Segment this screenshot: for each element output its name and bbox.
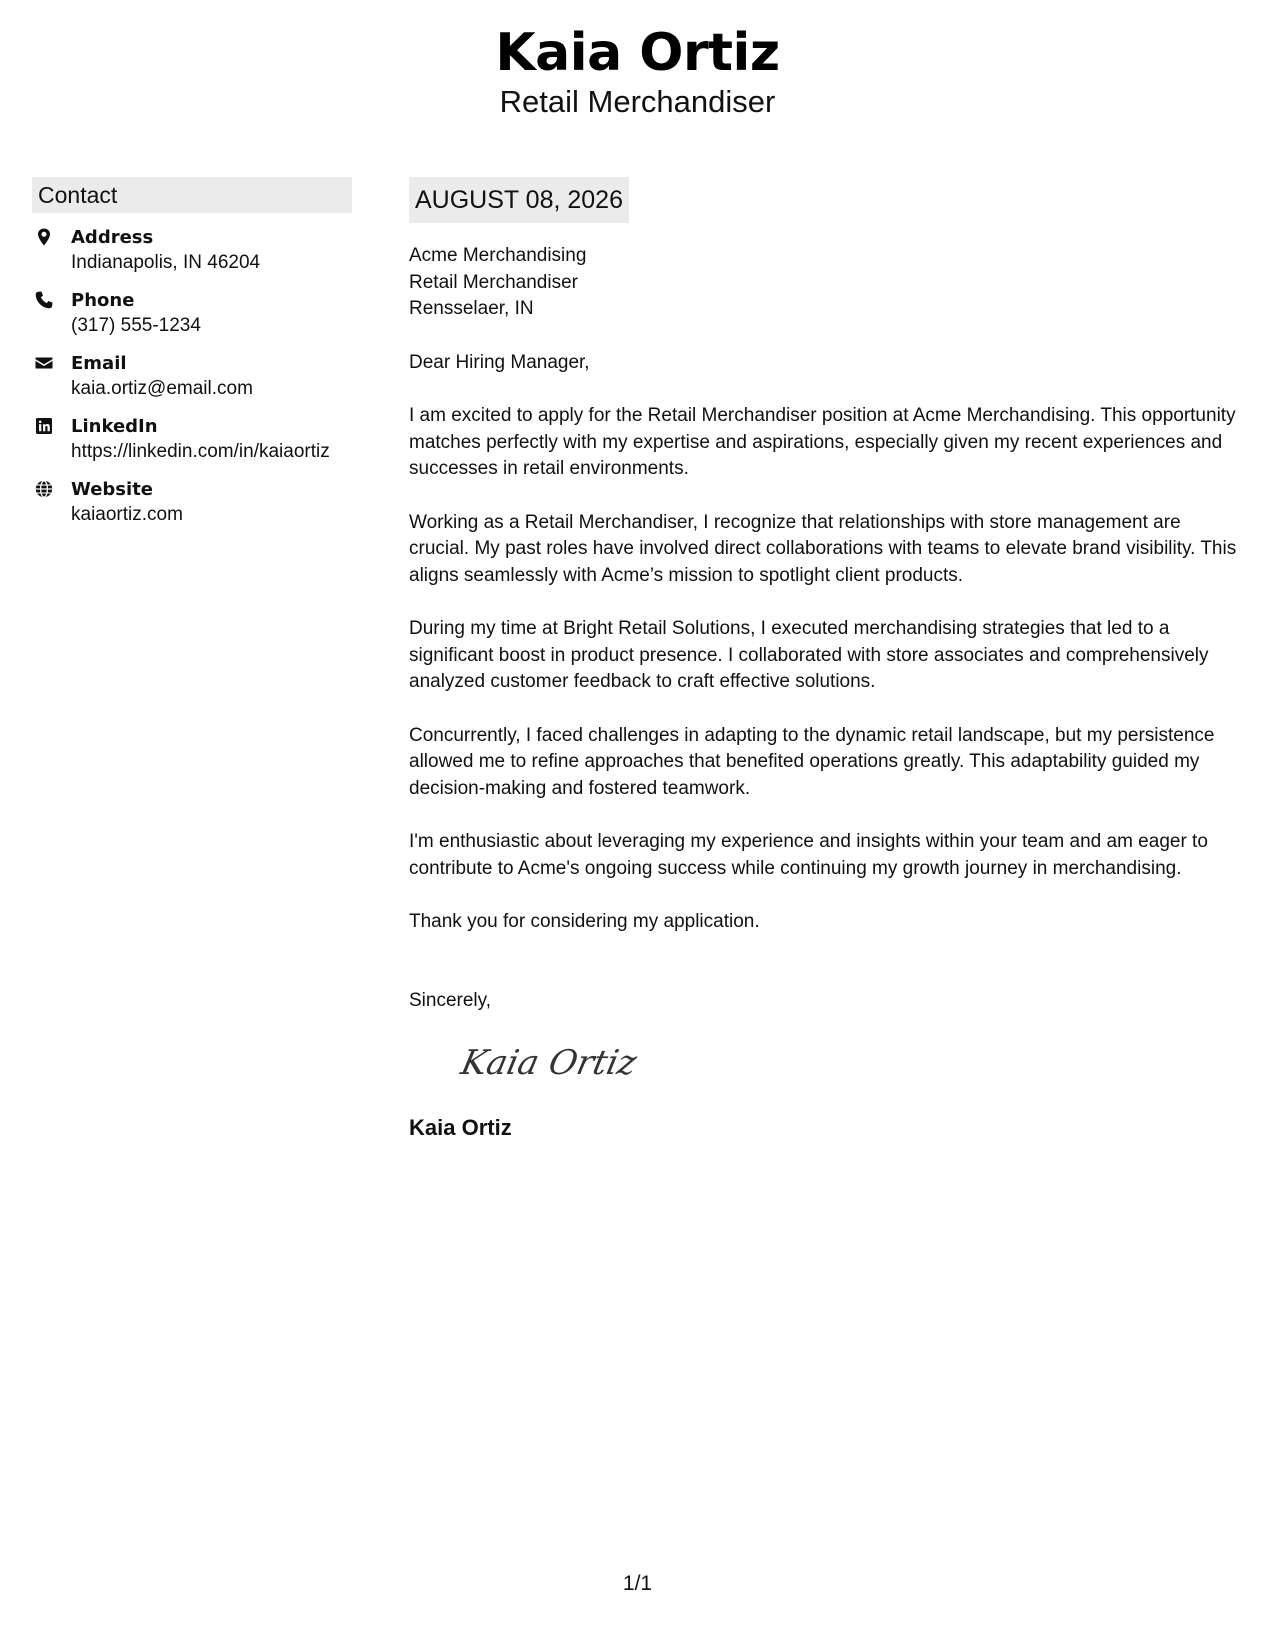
address-value: Indianapolis, IN 46204 (71, 252, 261, 273)
paragraph: I'm enthusiastic about leveraging my experience and insights within your team and am eager to contribute to Acme's ongoing success while continuing my growth journey in merchandising. (409, 831, 1208, 879)
linkedin-label: LinkedIn (71, 416, 158, 437)
paragraph: I am excited to apply for the Retail Merchandiser position at Acme Merchandising. This opportunity matches perfectly with my expertise and aspirations, especially given my recent experiences and successes in retail environments. (409, 405, 1236, 479)
paragraph: Concurrently, I faced challenges in adapting to the dynamic retail landscape, but my persistence allowed me to refine approaches that benefited operations greatly. This adaptability guided my decision-making and fostered teamwork. (409, 724, 1215, 799)
envelope-icon (34, 353, 54, 373)
phone-icon (34, 290, 54, 310)
linkedin-icon (34, 416, 54, 436)
linkedin-value: https://linkedin.com/in/kaiaortiz (71, 441, 330, 462)
applicant-role: Retail Merchandiser (499, 84, 776, 119)
paragraph: Working as a Retail Merchandiser, I recognize that relationships with store management are crucial. My past roles have involved direct collaborations with teams to elevate brand visibility. This aligns seamlessly with Acme’s mission to spotlight client products. (409, 511, 1237, 586)
address-label: Address (71, 227, 154, 248)
contact-email (32, 352, 352, 415)
signature-text: Kaia Ortiz (457, 1043, 641, 1083)
globe-icon (34, 479, 54, 499)
recipient-position: Retail Merchandiser (409, 271, 578, 293)
closing: Sincerely, (409, 989, 492, 1011)
letter-date: AUGUST 08, 2026 (409, 177, 629, 223)
applicant-name: Kaia Ortiz (495, 23, 780, 83)
contact-list (32, 226, 352, 541)
phone-label: Phone (71, 290, 135, 311)
contact-phone (32, 289, 352, 352)
contact-address (32, 226, 352, 289)
salutation: Dear Hiring Manager, (409, 351, 590, 373)
contact-heading: Contact (32, 177, 352, 213)
website-value: kaiaortiz.com (71, 504, 183, 525)
recipient-company: Acme Merchandising (409, 245, 587, 266)
map-pin-icon (34, 227, 54, 247)
paragraph: Thank you for considering my application. (409, 911, 760, 932)
website-label: Website (71, 479, 154, 500)
recipient-location: Rensselaer, IN (409, 298, 534, 319)
paragraph: During my time at Bright Retail Solutions, I executed merchandising strategies that led to a significant boost in product presence. I collaborated with store associates and comprehensively analyzed customer feedback to craft effective solutions. (409, 618, 1209, 692)
contact-website (32, 478, 352, 541)
letter-body (409, 177, 1239, 1142)
recipient-block (409, 243, 1239, 323)
signer-name: Kaia Ortiz (409, 1115, 512, 1140)
contact-sidebar (32, 177, 352, 541)
email-label: Email (71, 353, 127, 374)
contact-linkedin (32, 415, 352, 478)
page-number: 1/1 (622, 1572, 653, 1595)
email-value: kaia.ortiz@email.com (71, 378, 253, 399)
handwritten-signature (449, 1038, 649, 1090)
resume-header (0, 22, 1275, 120)
phone-value: (317) 555-1234 (71, 315, 201, 336)
